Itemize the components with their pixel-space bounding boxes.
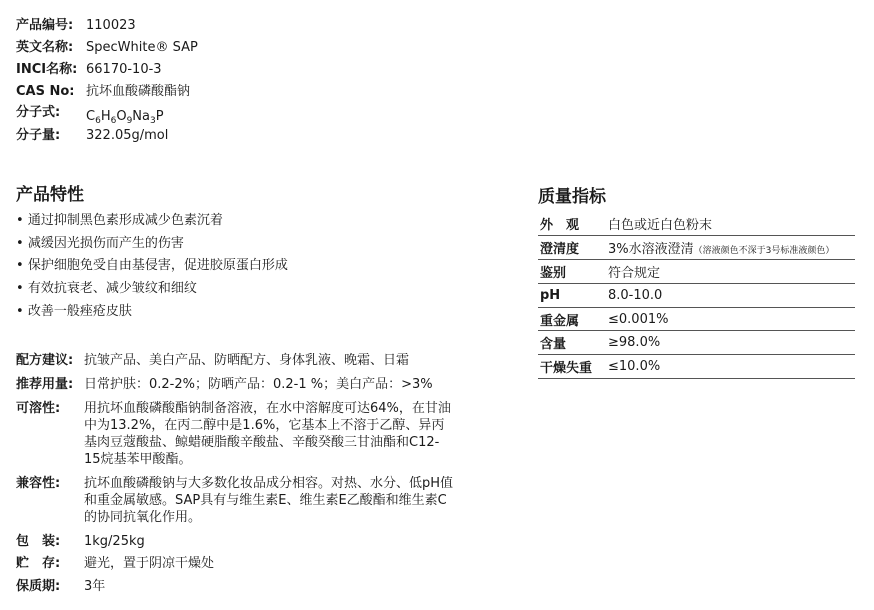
quality-value: 符合规定 xyxy=(606,259,855,283)
list-item: • 保护细胞免受自由基侵害，促进胶原蛋白形成 xyxy=(16,255,288,278)
shelf-life-value: 3年 xyxy=(84,579,106,594)
quality-label: 外 观 xyxy=(538,212,606,235)
mol-weight-label: 分子量: xyxy=(16,128,61,143)
shelf-life-label: 保质期: xyxy=(16,579,61,594)
product-no-value: 110023 xyxy=(86,18,136,33)
inci-name-value: 66170-10-3 xyxy=(86,62,162,77)
solubility-label: 可溶性: xyxy=(16,401,61,416)
cas-no-label: CAS No: xyxy=(16,84,75,99)
english-name-row xyxy=(16,36,198,55)
quality-label: 重金属 xyxy=(538,307,606,331)
list-item: • 减缓因光损伤而产生的伤害 xyxy=(16,233,288,256)
inci-name-row xyxy=(16,58,162,77)
table-row xyxy=(538,212,855,235)
dosage-label: 推荐用量: xyxy=(16,377,74,392)
quality-value: 8.0-10.0 xyxy=(606,283,855,307)
formula-label: 分子式: xyxy=(16,105,61,120)
formulation-row xyxy=(16,352,409,369)
table-row xyxy=(538,235,855,259)
features-list xyxy=(16,210,288,323)
formula-value: $C_6H_6O_9Na_3P$ xyxy=(86,109,164,126)
table-row xyxy=(538,259,855,283)
list-item: • 有效抗衰老、减少皱纹和细纹 xyxy=(16,278,288,301)
quality-label: 鉴别 xyxy=(538,259,606,283)
english-name-label: 英文名称: xyxy=(16,40,74,55)
solubility-value: 用抗坏血酸磷酸酯钠制备溶液，在水中溶解度可达64%，在甘油中为13.2%，在丙二醇中是1.6%，它基本上不溶于乙醇、异丙基肉豆蔻酸盐、鲸蜡硬脂酸辛酸盐、辛酸癸酸三甘油酯和C12-15烷基苯甲酸酯。 xyxy=(84,401,451,467)
package-row xyxy=(16,533,454,550)
quality-title: 质量指标 xyxy=(538,187,606,207)
english-name-value: SpecWhite® SAP xyxy=(86,40,198,55)
package-value: 1kg/25kg xyxy=(84,534,145,549)
quality-label: pH xyxy=(538,283,606,307)
storage-row xyxy=(16,555,454,572)
product-no-label: 产品编号: xyxy=(16,18,74,33)
quality-label: 含量 xyxy=(538,331,606,355)
quality-value: ≤10.0% xyxy=(606,355,855,379)
cas-no-value: 抗坏血酸磷酸酯钠 xyxy=(86,84,191,99)
dosage-value: 日常护肤：0.2-2%；防晒产品：0.2-1 %；美白产品：>3% xyxy=(84,377,433,392)
table-row xyxy=(538,307,855,331)
storage-value: 避光，置于阴凉干燥处 xyxy=(84,556,215,571)
package-label: 包 装: xyxy=(16,534,61,549)
dosage-row xyxy=(16,376,433,393)
features-title: 产品特性 xyxy=(16,185,84,205)
quality-note: （溶液颜色不深于3号标准液颜色） xyxy=(693,245,835,256)
quality-value: 3%水溶液澄清（溶液颜色不深于3号标准液颜色） xyxy=(606,235,855,259)
list-item: • 通过抑制黑色素形成减少色素沉着 xyxy=(16,210,288,233)
shelf-life-row xyxy=(16,578,454,595)
formulation-label: 配方建议: xyxy=(16,353,74,368)
quality-label: 干燥失重 xyxy=(538,355,606,379)
compatibility-label: 兼容性: xyxy=(16,476,61,491)
compatibility-row xyxy=(16,475,454,526)
table-row xyxy=(538,283,855,307)
compatibility-value: 抗坏血酸磷酸钠与大多数化妆品成分相容。对热、水分、低pH值和重金属敏感。SAP具有与维生素E、维生素E乙酸酯和维生素C的协同抗氧化作用。 xyxy=(84,476,454,525)
table-row xyxy=(538,355,855,379)
solubility-row xyxy=(16,400,454,468)
product-no-row xyxy=(16,14,136,33)
inci-name-label: INCI名称: xyxy=(16,62,78,77)
quality-value: 白色或近白色粉末 xyxy=(606,212,855,235)
storage-label: 贮 存: xyxy=(16,556,61,571)
cas-no-row xyxy=(16,80,190,99)
quality-value: ≥98.0% xyxy=(606,331,855,355)
table-row xyxy=(538,331,855,355)
formula-row xyxy=(16,101,164,126)
mol-weight-value: 322.05g/mol xyxy=(86,128,169,143)
list-item: • 改善一般痤疮皮肤 xyxy=(16,301,288,324)
quality-label: 澄清度 xyxy=(538,235,606,259)
formulation-value: 抗皱产品、美白产品、防晒配方、身体乳液、晚霜、日霜 xyxy=(84,353,410,368)
quality-value: ≤0.001% xyxy=(606,307,855,331)
mol-weight-row xyxy=(16,124,168,143)
quality-table xyxy=(538,212,855,379)
